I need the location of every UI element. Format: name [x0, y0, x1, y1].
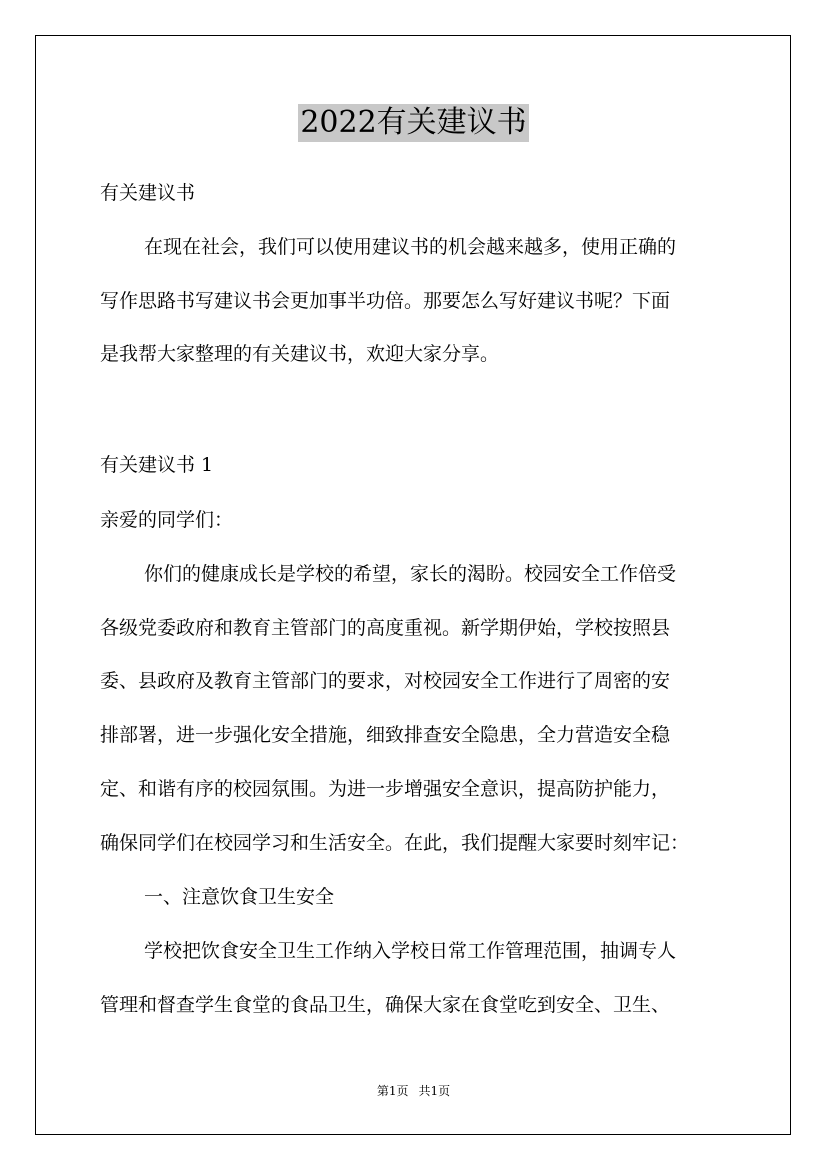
intro-line: 写作思路书写建议书会更加事半功倍。那要怎么写好建议书呢？下面	[100, 290, 671, 312]
title-container	[0, 104, 827, 142]
intro-line: 是我帮大家整理的有关建议书，欢迎大家分享。	[100, 343, 500, 365]
body-line: 你们的健康成长是学校的希望，家长的渴盼。校园安全工作倍受	[144, 563, 677, 585]
page-total: 共1页	[418, 1084, 451, 1098]
document-title: 2022有关建议书	[300, 105, 527, 140]
subtitle: 有关建议书	[100, 182, 196, 204]
body-line: 委、县政府及教育主管部门的要求，对校园安全工作进行了周密的安	[100, 670, 671, 692]
page-number: 第1页	[376, 1084, 409, 1098]
point-heading: 一、注意饮食卫生安全	[144, 886, 335, 908]
body-line: 确保同学们在校园学习和生活安全。在此，我们提醒大家要时刻牢记：	[100, 832, 690, 854]
page-footer	[0, 1083, 827, 1099]
body-line: 排部署，进一步强化安全措施，细致排查安全隐患，全力营造安全稳	[100, 724, 671, 746]
body-line: 各级党委政府和教育主管部门的高度重视。新学期伊始，学校按照县	[100, 617, 671, 639]
intro-line: 在现在社会，我们可以使用建议书的机会越来越多，使用正确的	[144, 236, 677, 258]
section-heading: 有关建议书 1	[100, 454, 214, 476]
salutation: 亲爱的同学们：	[100, 509, 234, 531]
point-line: 学校把饮食安全卫生工作纳入学校日常工作管理范围，抽调专人	[144, 940, 677, 962]
body-line: 定、和谐有序的校园氛围。为进一步增强安全意识，提高防护能力，	[100, 778, 671, 800]
point-line: 管理和督查学生食堂的食品卫生，确保大家在食堂吃到安全、卫生、	[100, 994, 671, 1016]
